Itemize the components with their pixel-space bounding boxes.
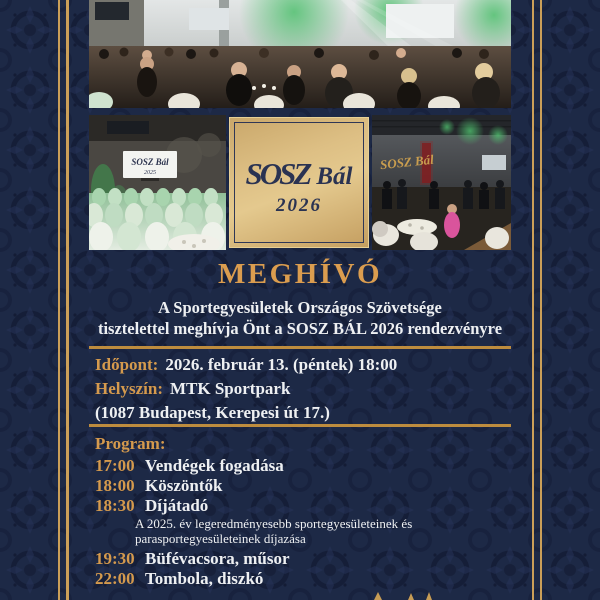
program-item bbox=[95, 569, 511, 589]
detail-label: Időpont: bbox=[95, 355, 159, 374]
photo-left-stage-screen bbox=[89, 115, 226, 250]
program-item bbox=[95, 476, 511, 496]
detail-value: MTK Sportpark bbox=[170, 379, 291, 398]
logo-script bbox=[246, 158, 353, 189]
program-activity: Büfévacsora, műsor bbox=[145, 549, 290, 568]
border-line-left-outer bbox=[58, 0, 60, 600]
detail-value: (1087 Budapest, Kerepesi út 17.) bbox=[95, 403, 330, 422]
details-section bbox=[95, 353, 511, 425]
logo-bal-text: Bál bbox=[316, 163, 353, 190]
gold-sign-text: SOSZ Bál bbox=[379, 151, 435, 173]
program-item bbox=[95, 456, 511, 476]
program-activity: Díjátadó bbox=[145, 496, 209, 515]
program-heading: Program: bbox=[95, 434, 166, 453]
program-item-note: A 2025. év legeredményesebb sportegyesületeinek és parasportegyesületeinek díjazása bbox=[135, 516, 413, 546]
logo-sosz-text: SOSZ bbox=[245, 156, 310, 191]
subtitle-line-2: tisztelettel meghívja Önt a SOSZ BÁL 2026 rendezvényre bbox=[97, 319, 503, 338]
program-activity: Vendégek fogadása bbox=[145, 456, 284, 475]
subtitle-line-1: A Sportegyesületek Országos Szövetsége bbox=[158, 298, 442, 317]
detail-label: Helyszín: bbox=[95, 379, 163, 398]
detail-line-date bbox=[95, 353, 511, 377]
logo-square bbox=[229, 117, 369, 248]
program-item bbox=[95, 496, 511, 516]
program-time: 22:00 bbox=[95, 569, 135, 588]
detail-value: 2026. február 13. (péntek) 18:00 bbox=[165, 355, 398, 374]
border-line-right-inner bbox=[532, 0, 535, 600]
logo-inner-frame bbox=[234, 122, 364, 243]
program-time: 18:30 bbox=[95, 496, 135, 515]
divider-bottom bbox=[89, 424, 511, 427]
program-activity: Tombola, diszkó bbox=[145, 569, 264, 588]
program-section bbox=[95, 433, 511, 589]
detail-line-venue bbox=[95, 377, 511, 401]
program-item bbox=[95, 549, 511, 569]
border-line-left-inner bbox=[66, 0, 69, 600]
program-time: 18:00 bbox=[95, 476, 135, 495]
detail-line-address bbox=[95, 401, 511, 425]
divider-top bbox=[89, 346, 511, 349]
program-activity: Köszöntők bbox=[145, 476, 223, 495]
photo-right-venue bbox=[372, 115, 511, 250]
screen-year-text: 2025 bbox=[144, 170, 156, 176]
program-time: 17:00 bbox=[95, 456, 135, 475]
photo-top-banquet bbox=[89, 0, 511, 108]
border-line-right-outer bbox=[540, 0, 542, 600]
logo-year-text: 2026 bbox=[276, 195, 322, 216]
invitation-subtitle bbox=[89, 297, 511, 339]
screen-text: SOSZ Bál bbox=[131, 157, 169, 167]
program-time: 19:30 bbox=[95, 549, 135, 568]
invitation-title: MEGHÍVÓ bbox=[217, 258, 383, 290]
